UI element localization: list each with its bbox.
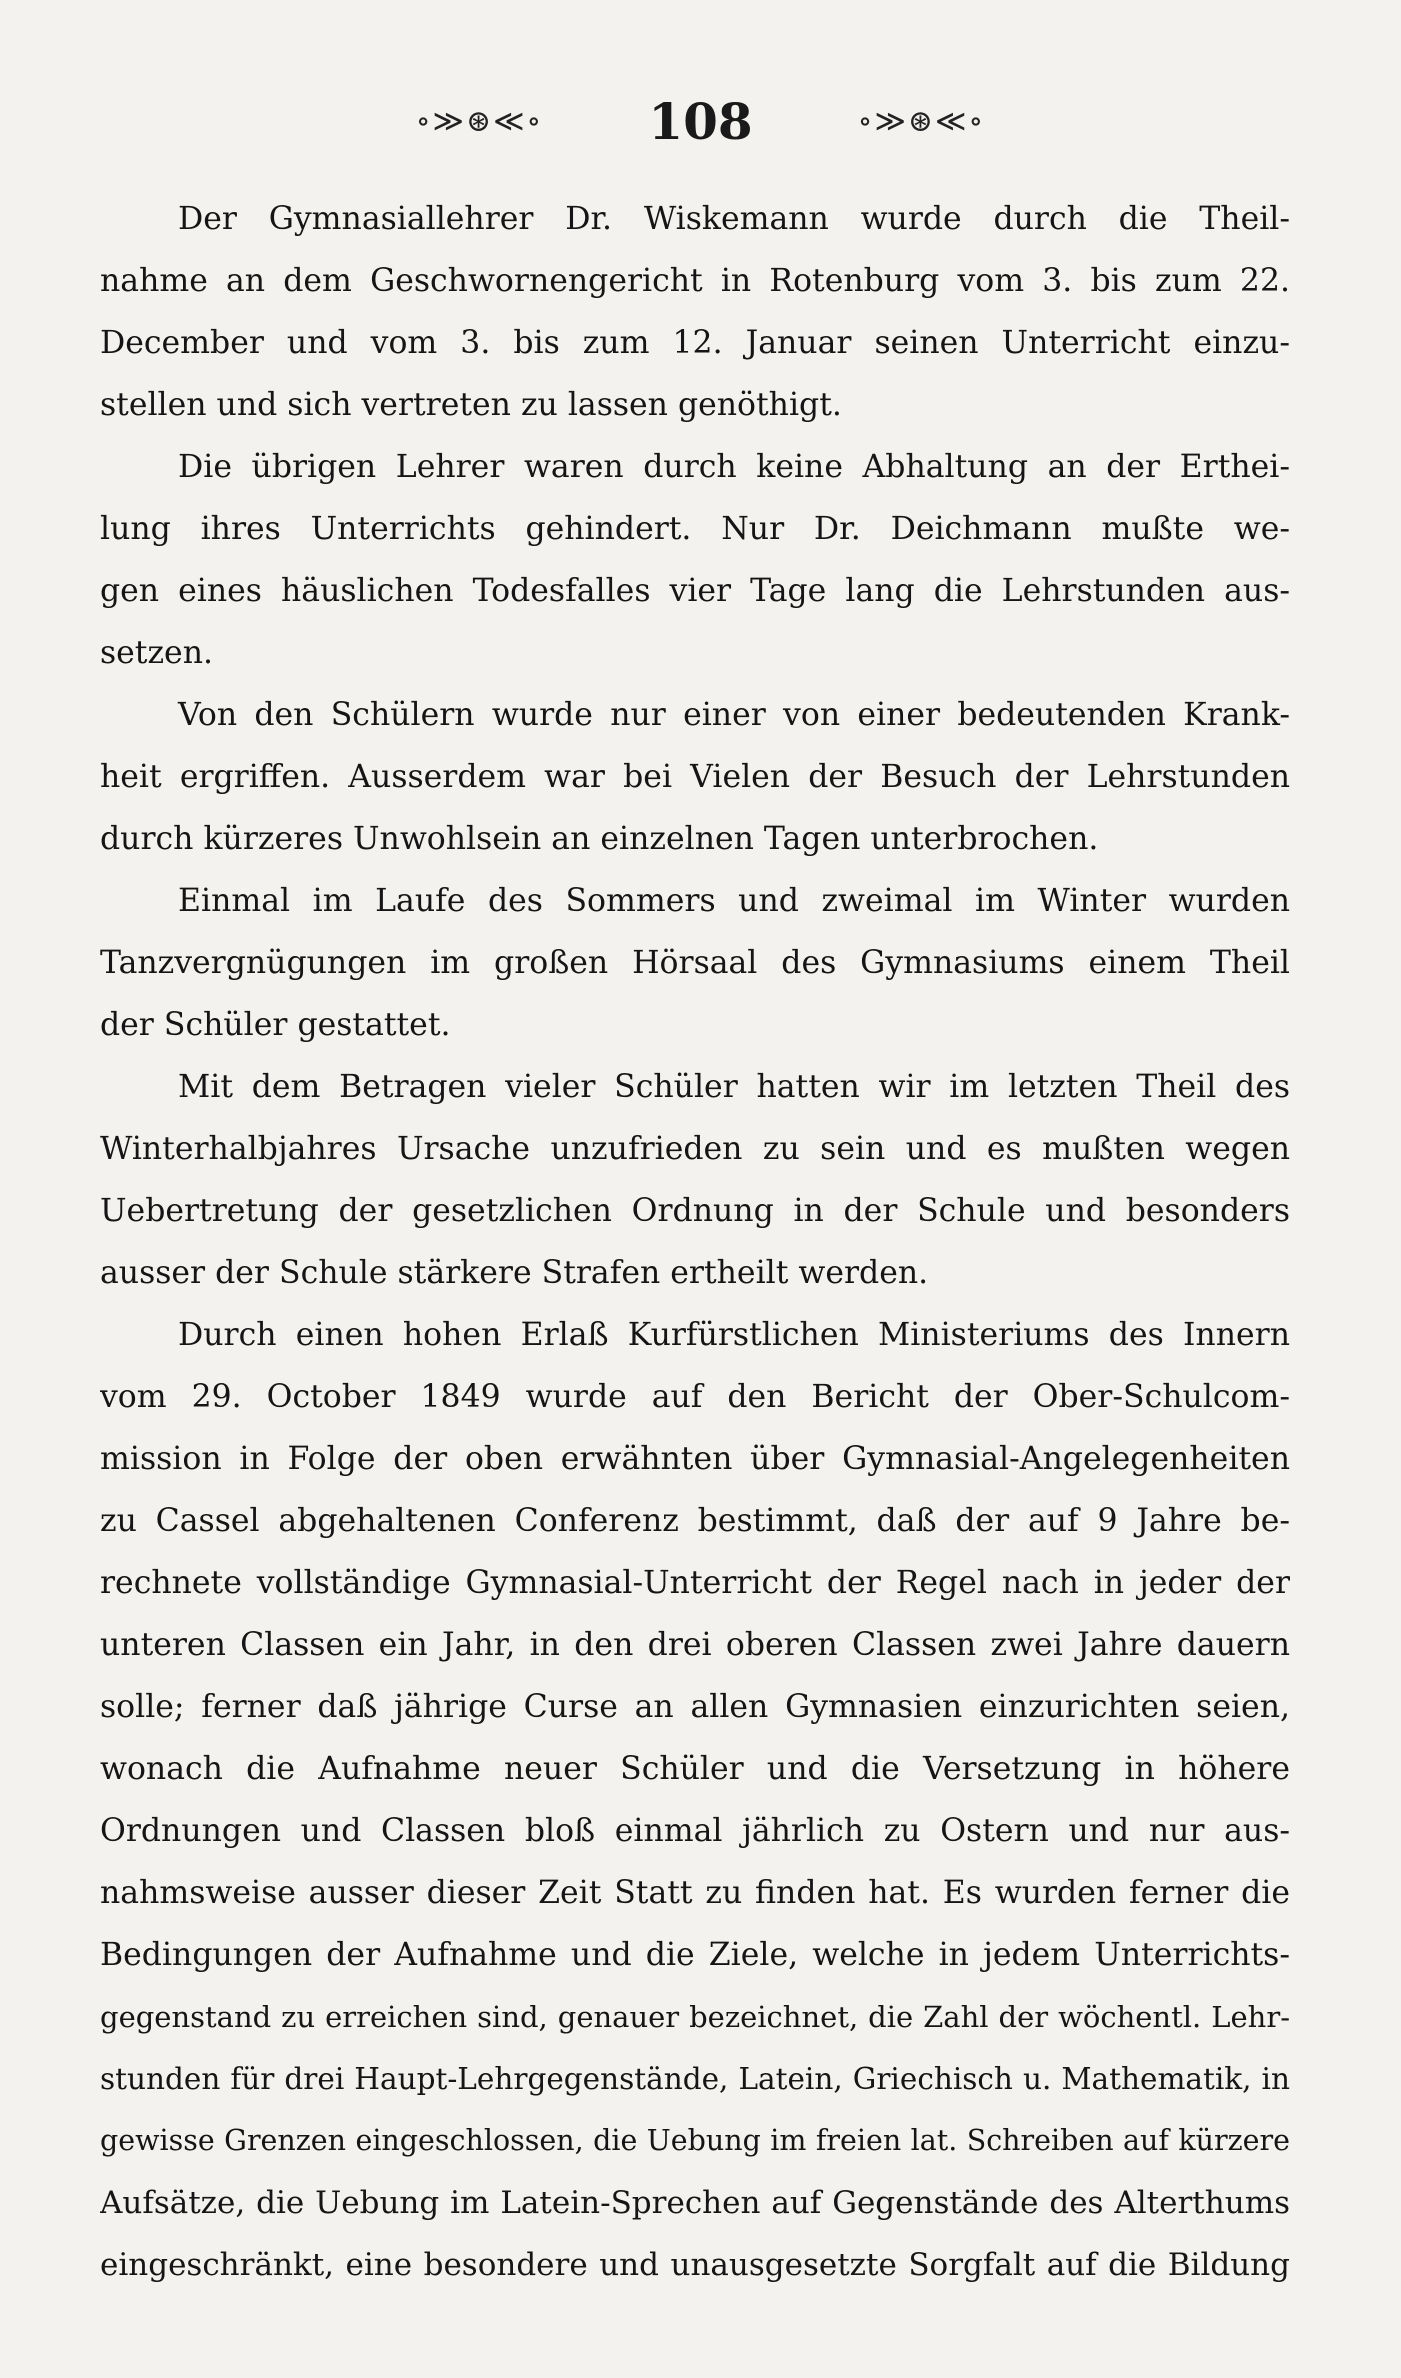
text-line: heit ergriffen. Ausserdem war bei Vielen der Besuch der Lehrstunden — [100, 759, 1290, 795]
text-line: December und vom 3. bis zum 12. Januar seinen Unterricht einzu- — [100, 325, 1290, 361]
text-line: gegenstand zu erreichen sind, genauer bezeichnet, die Zahl der wöchentl. Lehr- — [100, 2000, 1290, 2034]
text-line: zu Cassel abgehaltenen Conferenz bestimmt, daß der auf 9 Jahre be- — [100, 1503, 1290, 1539]
text-line: Aufsätze, die Uebung im Latein-Sprechen auf Gegenstände des Alterthums — [100, 2185, 1290, 2221]
left-ornament: ∘≫⊛≪∘ — [415, 104, 544, 139]
text-line: Einmal im Laufe des Sommers und zweimal im Winter wurden — [178, 883, 1290, 919]
text-line: solle; ferner daß jährige Curse an allen Gymnasien einzurichten seien, — [100, 1689, 1290, 1725]
paragraph — [100, 1304, 1290, 2296]
text-line: Winterhalbjahres Ursache unzufrieden zu sein und es mußten wegen — [100, 1131, 1290, 1167]
page-header — [0, 92, 1401, 162]
text-line: nahme an dem Geschwornengericht in Rotenburg vom 3. bis zum 22. — [100, 263, 1290, 299]
text-line: vom 29. October 1849 wurde auf den Bericht der Ober-Schulcom- — [100, 1379, 1290, 1415]
paragraph — [100, 188, 1290, 436]
text-line: ausser der Schule stärkere Strafen ertheilt werden. — [100, 1255, 929, 1291]
page-number: 108 — [648, 92, 753, 151]
text-line: Uebertretung der gesetzlichen Ordnung in der Schule und besonders — [100, 1193, 1290, 1229]
text-line: wonach die Aufnahme neuer Schüler und die Versetzung in höhere — [100, 1751, 1290, 1787]
text-line: nahmsweise ausser dieser Zeit Statt zu finden hat. Es wurden ferner die — [100, 1875, 1290, 1911]
body-text — [100, 188, 1290, 2296]
text-line: Tanzvergnügungen im großen Hörsaal des Gymnasiums einem Theil — [100, 945, 1290, 981]
text-line: stunden für drei Haupt-Lehrgegenstände, Latein, Griechisch u. Mathematik, in — [100, 2062, 1290, 2096]
paragraph — [100, 1056, 1290, 1304]
text-line: Bedingungen der Aufnahme und die Ziele, welche in jedem Unterrichts- — [100, 1937, 1290, 1973]
text-line: rechnete vollständige Gymnasial-Unterricht der Regel nach in jeder der — [100, 1565, 1290, 1601]
text-line: Ordnungen und Classen bloß einmal jährlich zu Ostern und nur aus- — [100, 1813, 1290, 1849]
text-line: gewisse Grenzen eingeschlossen, die Uebung im freien lat. Schreiben auf kürzere — [100, 2124, 1290, 2157]
text-line: Durch einen hohen Erlaß Kurfürstlichen Ministeriums des Innern — [178, 1317, 1290, 1353]
text-line: unteren Classen ein Jahr, in den drei oberen Classen zwei Jahre dauern — [100, 1627, 1290, 1663]
text-line: Der Gymnasiallehrer Dr. Wiskemann wurde durch die Theil- — [178, 201, 1290, 237]
text-line: eingeschränkt, eine besondere und unausgesetzte Sorgfalt auf die Bildung — [100, 2247, 1290, 2283]
text-line: lung ihres Unterrichts gehindert. Nur Dr. Deichmann mußte we- — [100, 511, 1290, 547]
paragraph — [100, 684, 1290, 870]
paragraph — [100, 870, 1290, 1056]
text-line: gen eines häuslichen Todesfalles vier Tage lang die Lehrstunden aus- — [100, 573, 1290, 609]
text-line: Die übrigen Lehrer waren durch keine Abhaltung an der Erthei- — [178, 449, 1290, 485]
text-line: setzen. — [100, 635, 214, 671]
text-line: mission in Folge der oben erwähnten über Gymnasial-Angelegenheiten — [100, 1441, 1290, 1477]
paragraph — [100, 436, 1290, 684]
text-line: stellen und sich vertreten zu lassen genöthigt. — [100, 387, 842, 423]
text-line: der Schüler gestattet. — [100, 1007, 451, 1043]
text-line: durch kürzeres Unwohlsein an einzelnen Tagen unterbrochen. — [100, 821, 1099, 857]
right-ornament: ∘≫⊛≪∘ — [857, 104, 986, 139]
text-line: Von den Schülern wurde nur einer von einer bedeutenden Krank- — [178, 697, 1290, 733]
text-line: Mit dem Betragen vieler Schüler hatten wir im letzten Theil des — [178, 1069, 1290, 1105]
